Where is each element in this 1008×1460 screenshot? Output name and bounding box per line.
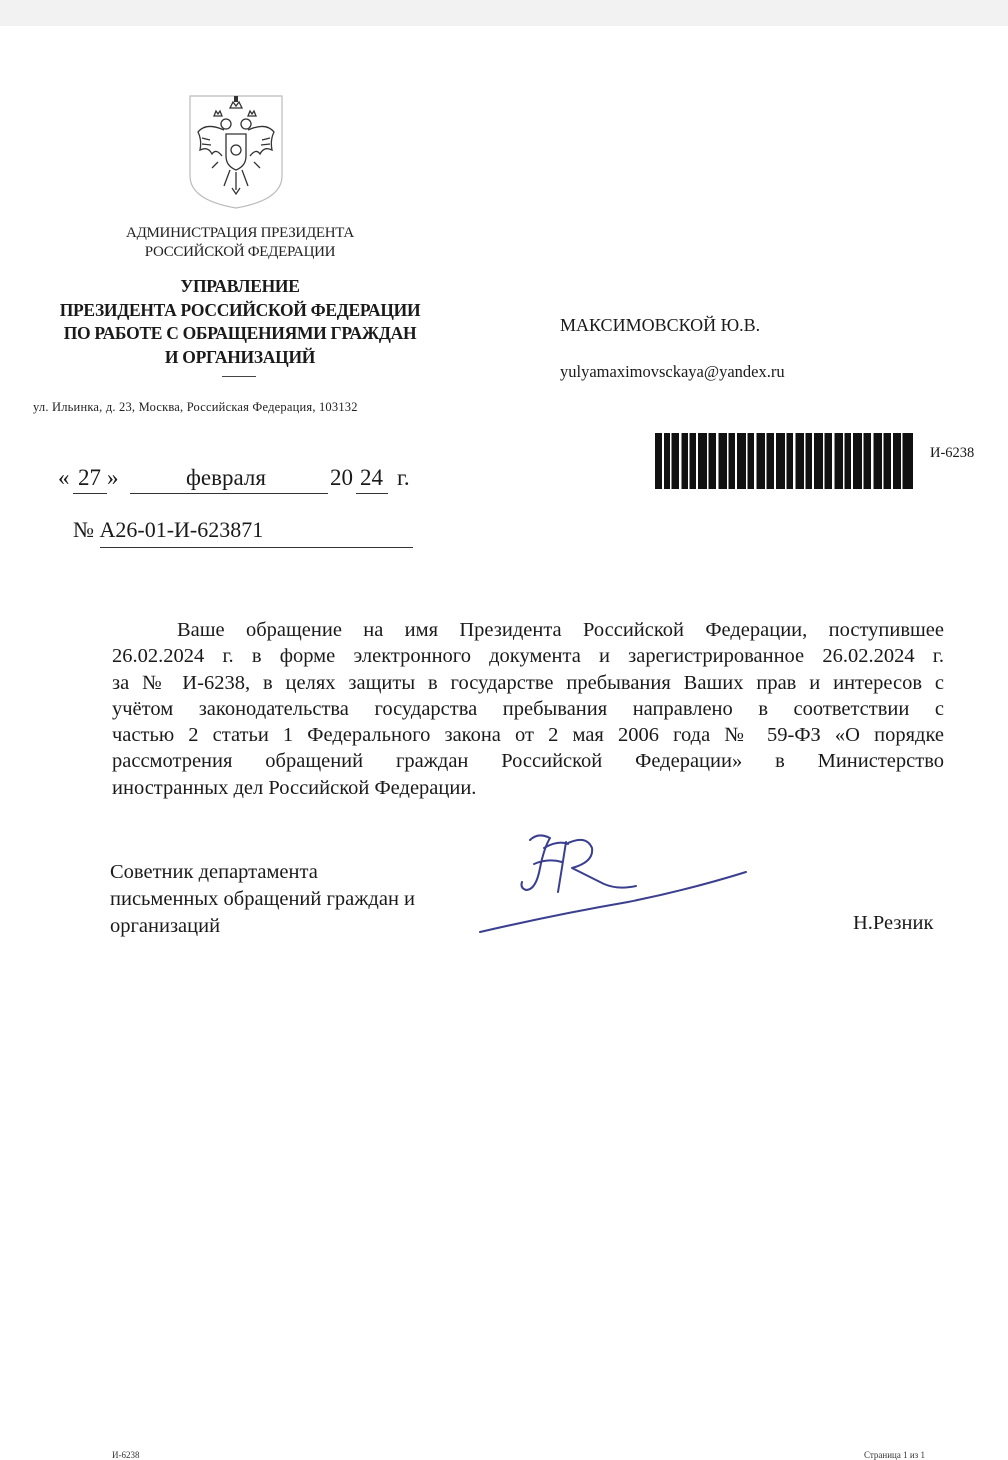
date-year-underline [356, 493, 388, 494]
coat-of-arms-icon [188, 94, 284, 210]
signer-position-line: организаций [110, 915, 221, 937]
footer-page-number: Страница 1 из 1 [864, 1450, 925, 1460]
department-line: И ОРГАНИЗАЦИЙ [164, 346, 316, 367]
letterhead-divider [222, 376, 256, 377]
date-quote-close: » [107, 465, 119, 490]
body-line: рассмотрения обращений граждан Российской Федерации» в Министерство [112, 750, 944, 773]
date-month-underline [130, 493, 328, 494]
date-year-abbr: г. [397, 465, 410, 490]
recipient-name: МАКСИМОВСКОЙ Ю.В. [560, 315, 761, 335]
barcode-code: И-6238 [930, 445, 975, 461]
signer-position [110, 859, 415, 940]
date-year-prefix: 20 [330, 465, 353, 490]
administration-name [90, 224, 390, 262]
body-line: иностранных дел Российской Федерации. [112, 776, 477, 799]
signer-position-line: письменных обращений граждан и [110, 888, 416, 910]
department-name [40, 275, 440, 369]
sender-address: ул. Ильинка, д. 23, Москва, Российская Федерация, 103132 [33, 400, 358, 414]
body-line: учётом законодательства государства пребывания направлено в соответствии с [112, 697, 944, 720]
signer-name: Н.Резник [853, 912, 934, 934]
date-year-suffix: 24 [360, 465, 383, 490]
document-number: № А26-01-И-623871 [73, 517, 264, 542]
body-line: частью 2 статьи 1 Федерального закона от 2 мая 2006 года № 59-ФЗ «О порядке [112, 724, 944, 747]
body-line: Ваше обращение на имя Президента Российской Федерации, поступившее [177, 619, 944, 641]
date-month: февраля [186, 465, 266, 490]
handwritten-signature [478, 828, 748, 938]
date-day-underline [73, 493, 107, 494]
document-number-underline [100, 547, 413, 548]
barcode [655, 433, 913, 489]
recipient-email: yulyamaximovsckaya@yandex.ru [560, 362, 785, 381]
date-day: 27 [78, 465, 101, 490]
department-line: ПО РАБОТЕ С ОБРАЩЕНИЯМИ ГРАЖДАН [63, 323, 417, 343]
administration-line: АДМИНИСТРАЦИЯ ПРЕЗИДЕНТА [126, 225, 354, 241]
department-line: УПРАВЛЕНИЕ [180, 276, 300, 296]
date-quote-open: « [58, 465, 70, 490]
top-edge-shade [0, 0, 1008, 26]
footer-code: И-6238 [112, 1450, 140, 1460]
body-line: за № И-6238, в целях защиты в государстве пребывания Ваших прав и интересов с [112, 671, 944, 694]
signer-position-line: Советник департамента [110, 861, 318, 883]
body-line: 26.02.2024 г. в форме электронного документа и зарегистрированное 26.02.2024 г. [112, 645, 944, 668]
department-line: ПРЕЗИДЕНТА РОССИЙСКОЙ ФЕДЕРАЦИИ [59, 299, 421, 320]
administration-line: РОССИЙСКОЙ ФЕДЕРАЦИИ [144, 244, 336, 260]
letter-body [112, 617, 944, 801]
